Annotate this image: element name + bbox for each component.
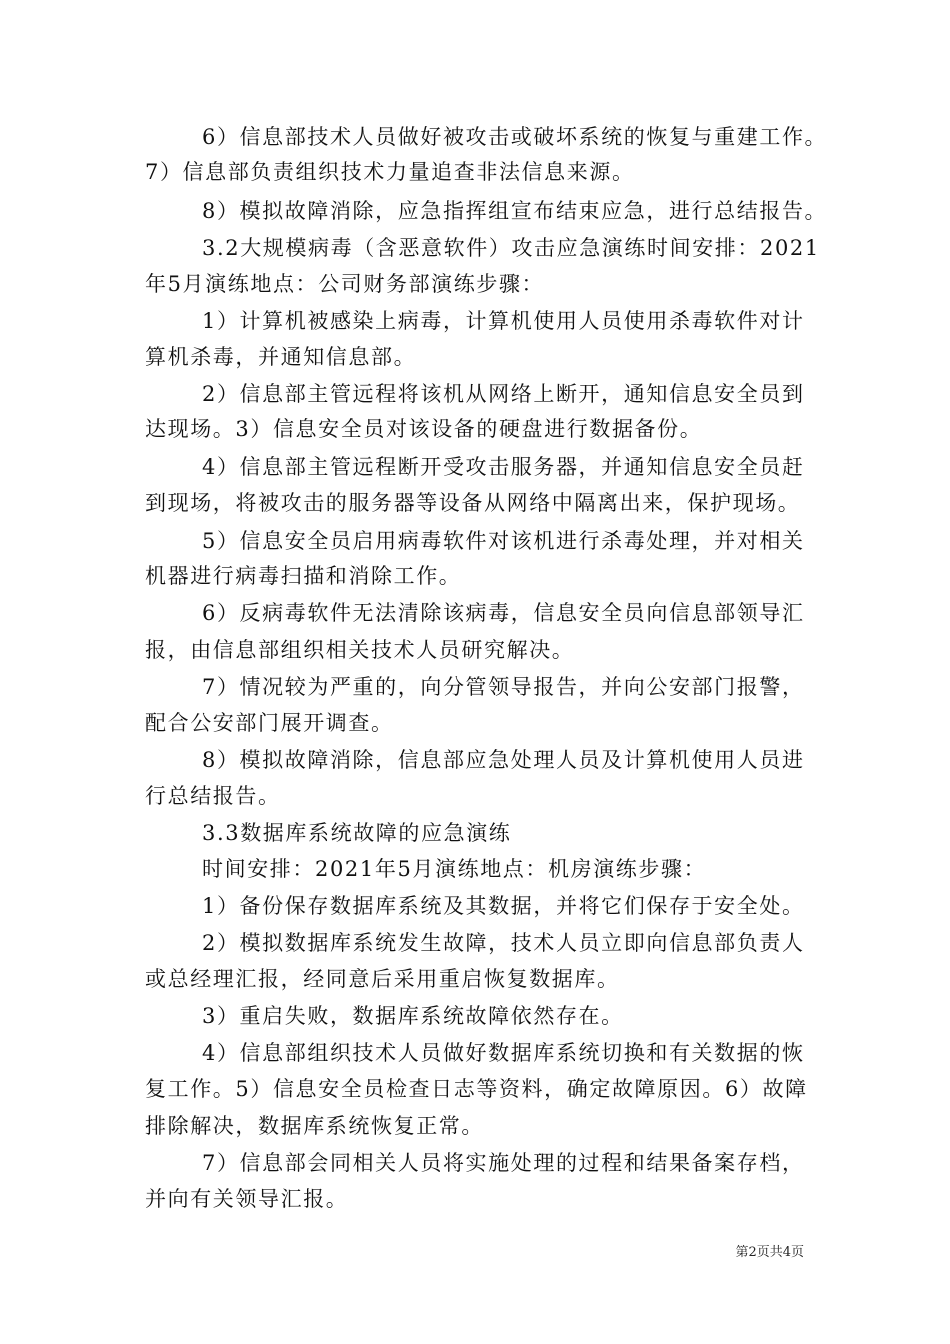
text-line: 行总结报告。 — [145, 784, 281, 808]
text-line: 复工作。5）信息安全员检查日志等资料，确定故障原因。6）故障 — [145, 1077, 808, 1101]
text-line: 2）模拟数据库系统发生故障，技术人员立即向信息部负责人 — [202, 931, 805, 955]
page-number: 第2页共4页 — [735, 1245, 804, 1260]
text-line: 8）模拟故障消除，信息部应急处理人员及计算机使用人员进 — [202, 748, 805, 772]
text-line: 4）信息部组织技术人员做好数据库系统切换和有关数据的恢 — [202, 1041, 805, 1065]
section-heading: 3.3数据库系统故障的应急演练 — [202, 821, 512, 845]
text-line: 报，由信息部组织相关技术人员研究解决。 — [145, 638, 575, 662]
text-line: 1）备份保存数据库系统及其数据，并将它们保存于安全处。 — [202, 894, 805, 918]
text-line: 排除解决，数据库系统恢复正常。 — [145, 1114, 484, 1138]
text-line: 3）重启失败，数据库系统故障依然存在。 — [202, 1004, 624, 1028]
text-line: 配合公安部门展开调查。 — [145, 711, 394, 735]
text-line: 或总经理汇报，经同意后采用重启恢复数据库。 — [145, 967, 620, 991]
text-line: 8）模拟故障消除，应急指挥组宣布结束应急，进行总结报告。 — [202, 199, 828, 223]
text-line: 7）信息部会同相关人员将实施处理的过程和结果备案存档， — [202, 1151, 805, 1175]
text-line: 达现场。3）信息安全员对该设备的硬盘进行数据备份。 — [145, 417, 703, 441]
text-line: 1）计算机被感染上病毒，计算机使用人员使用杀毒软件对计 — [202, 309, 805, 333]
text-line: 7）信息部负责组织技术力量追查非法信息来源。 — [145, 160, 635, 184]
text-line: 并向有关领导汇报。 — [145, 1187, 349, 1211]
text-line: 4）信息部主管远程断开受攻击服务器，并通知信息安全员赶 — [202, 455, 805, 479]
text-line: 6）反病毒软件无法清除该病毒，信息安全员向信息部领导汇 — [202, 601, 805, 625]
text-line: 算机杀毒，并通知信息部。 — [145, 345, 417, 369]
text-line: 7）情况较为严重的，向分管领导报告，并向公安部门报警， — [202, 675, 805, 699]
text-line: 到现场，将被攻击的服务器等设备从网络中隔离出来，保护现场。 — [145, 491, 801, 515]
text-line: 年5月演练地点：公司财务部演练步骤： — [145, 272, 545, 296]
text-line: 机器进行病毒扫描和消除工作。 — [145, 564, 462, 588]
text-line: 6）信息部技术人员做好被攻击或破坏系统的恢复与重建工作。 — [202, 125, 828, 149]
text-line: 2）信息部主管远程将该机从网络上断开，通知信息安全员到 — [202, 382, 805, 406]
text-line: 时间安排：2021年5月演练地点：机房演练步骤： — [202, 857, 707, 881]
section-heading: 3.2大规模病毒（含恶意软件）攻击应急演练时间安排：2021 — [202, 236, 820, 260]
text-line: 5）信息安全员启用病毒软件对该机进行杀毒处理，并对相关 — [202, 529, 805, 553]
